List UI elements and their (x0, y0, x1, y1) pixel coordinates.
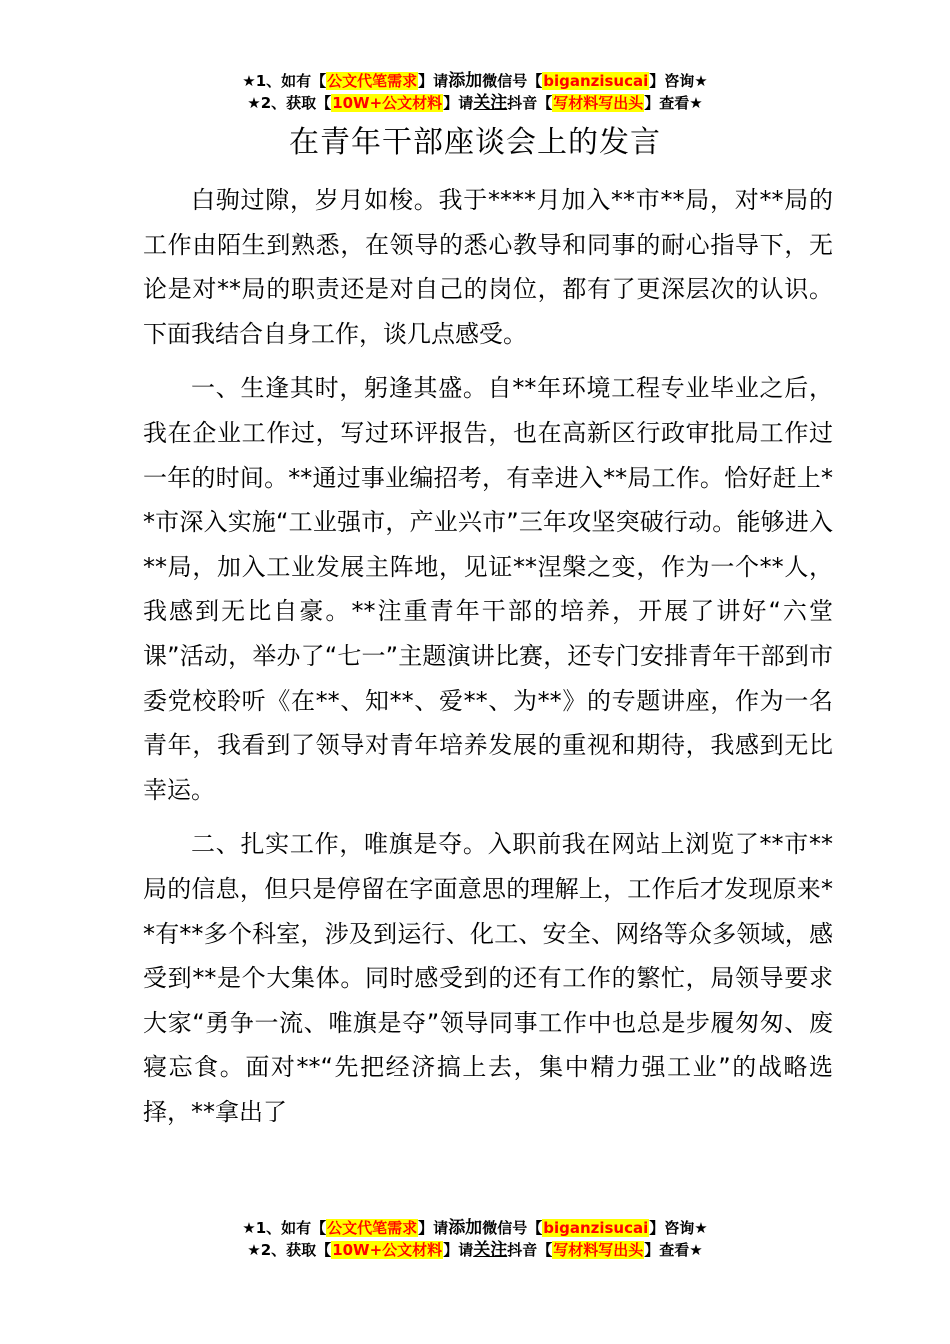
notice-line-2 (0, 92, 950, 114)
notice-text: ★2、获取【 (247, 1241, 332, 1259)
promo-notice-top (0, 70, 950, 114)
notice-emphasis: 关注 (473, 1240, 508, 1260)
notice-text: ★2、获取【 (247, 94, 332, 112)
notice-text: 】查看★ (644, 94, 703, 112)
notice-douyin-id: 写材料写出头 (553, 1241, 644, 1259)
notice-text: 】咨询★ (649, 1219, 708, 1237)
notice-text: 微信号【 (482, 72, 543, 90)
notice-text: 】咨询★ (649, 72, 708, 90)
notice-line-1 (0, 1217, 950, 1239)
notice-wechat-id: biganzisucai (543, 72, 649, 90)
notice-line-1 (0, 70, 950, 92)
notice-text: 】查看★ (644, 1241, 703, 1259)
notice-highlight: 10W+公文材料 (332, 1241, 443, 1259)
notice-emphasis: 添加 (448, 1218, 483, 1238)
notice-text: 抖音【 (507, 94, 553, 112)
notice-text: 】请 (443, 1241, 474, 1259)
paragraph-section-1: 一、生逢其时，躬逢其盛。自**年环境工程专业毕业之后，我在企业工作过，写过环评报告，也在高新区行政审批局工作过一年的时间。**通过事业编招考，有幸进入**局工作。恰好赶上**市深入实施“工业强市，产业兴市”三年攻坚突破行动。能够进入**局，加入工业发展主阵地，见证**涅槃之变，作为一个**人，我感到无比自豪。**注重青年干部的培养，开展了讲好“六堂课”活动，举办了“七一”主题演讲比赛，还专门安排青年干部到市委党校聆听《在**、知**、爱**、为**》的专题讲座，作为一名青年，我看到了领导对青年培养发展的重视和期待，我感到无比幸运。 (143, 374, 833, 804)
document-body (143, 178, 833, 1144)
paragraph-intro: 白驹过隙，岁月如梭。我于****月加入**市**局，对**局的工作由陌生到熟悉，在领导的悉心教导和同事的耐心指导下，无论是对**局的职责还是对自己的岗位，都有了更深层次的认识。下面我结合自身工作，谈几点感受。 (143, 186, 833, 348)
notice-text: 】请 (443, 94, 474, 112)
notice-emphasis: 关注 (473, 93, 508, 113)
notice-wechat-id: biganzisucai (543, 1219, 649, 1237)
notice-line-2 (0, 1239, 950, 1261)
notice-text: 微信号【 (482, 1219, 543, 1237)
notice-highlight: 公文代笔需求 (327, 72, 418, 90)
notice-emphasis: 添加 (448, 71, 483, 91)
notice-highlight: 公文代笔需求 (327, 1219, 418, 1237)
notice-douyin-id: 写材料写出头 (553, 94, 644, 112)
notice-highlight: 10W+公文材料 (332, 94, 443, 112)
notice-text: 】请 (418, 1219, 449, 1237)
promo-notice-bottom (0, 1217, 950, 1261)
notice-text: 抖音【 (507, 1241, 553, 1259)
notice-text: ★1、如有【 (242, 1219, 327, 1237)
document-title: 在青年干部座谈会上的发言 (289, 125, 661, 160)
notice-text: 】请 (418, 72, 449, 90)
notice-text: ★1、如有【 (242, 72, 327, 90)
paragraph-section-2: 二、扎实工作，唯旗是夺。入职前我在网站上浏览了**市**局的信息，但只是停留在字面意思的理解上，工作后才发现原来**有**多个科室，涉及到运行、化工、安全、网络等众多领域，感受到**是个大集体。同时感受到的还有工作的繁忙，局领导要求大家“勇争一流、唯旗是夺”领导同事工作中也总是步履匆匆、废寝忘食。面对**“先把经济搞上去，集中精力强工业”的战略选择，**拿出了 (143, 830, 833, 1126)
